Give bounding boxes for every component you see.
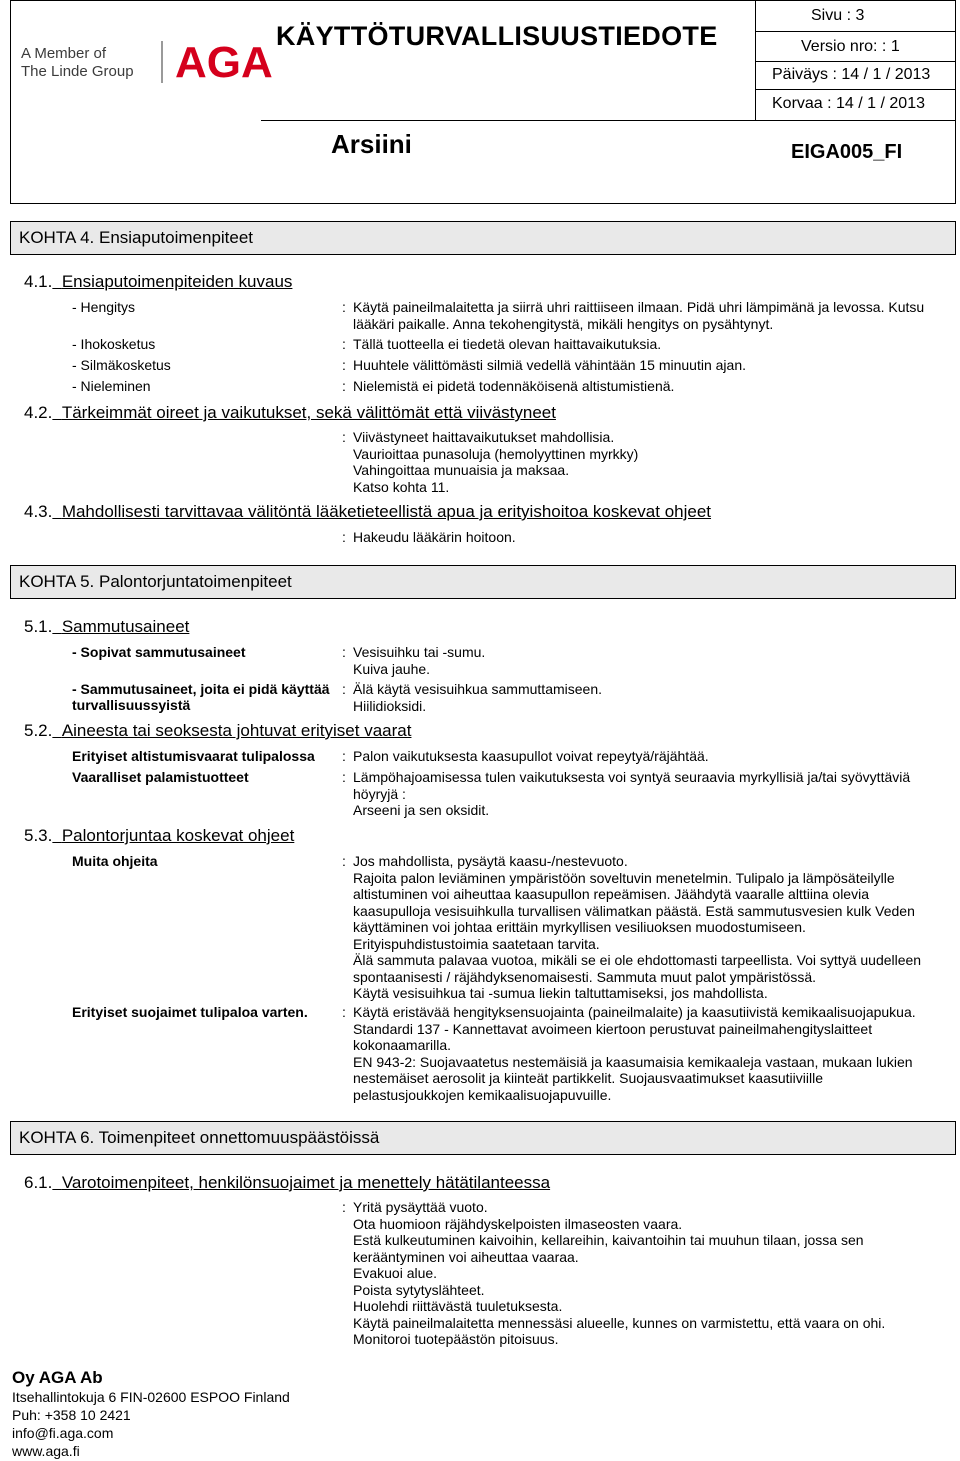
meta-rule-2 — [755, 61, 955, 62]
value-hengitys-text: Käytä paineilmalaitetta ja siirrä uhri raittiiseen ilmaan. Pidä uhri lämpimänä ja levossa. Kutsu lääkäri paikalle. Anna tekohengitystä, mikäli hengitys on pysähtynyt. — [353, 299, 925, 332]
subsection-5-3-text: Palontorjuntaa koskevat ohjeet — [61, 826, 295, 845]
subsection-5-3-num: 5.3. — [24, 826, 53, 845]
subsection-6-1-title — [24, 1173, 550, 1193]
value-medical: : Hakeudu lääkärin hoitoon. — [342, 529, 932, 546]
product-name: Arsiini — [331, 129, 412, 159]
value-symptoms-text: Viivästyneet haittavaikutukset mahdollisia. Vaurioittaa punasoluja (hemolyyttinen myrkky) Vahingoittaa munuaisia ja maksaa. Katso kohta 11. — [353, 429, 639, 495]
section-6-header: KOHTA 6. Toimenpiteet onnettomuuspäästöissä — [10, 1121, 956, 1155]
label-silmakosketus: - Silmäkosketus — [72, 357, 171, 373]
aga-logo-text: AGA — [175, 38, 273, 87]
label-unsuitable-media: - Sammutusaineet, joita ei pidä käyttää turvallisuussyistä — [72, 681, 330, 713]
value-protective-equipment: : Käytä eristävää hengityksensuojainta (paineilmalaite) ja kaasutiivistä kemikaalisuojapukua. Standardi 137 - Kannettavat avoimeen kiertoon perustuvat paineilmahengityslaitteet kokonaamarilla. EN 943-2: Suojavaatetus nestemäisiä ja kaasumaisia kemikaaleja vastaan, mukaan lukien nestemäiset aerosolit ja kiinteät partikkelit. Suojausvaatimukset kaasutiiviille pelastusjoukkojen kemikaalisuojapuvuille. — [342, 1004, 932, 1103]
subsection-4-2-text: Tärkeimmät oireet ja vaikutukset, sekä välittömät että viivästyneet — [61, 403, 556, 422]
value-precautions-text: Yritä pysäyttää vuoto. Ota huomioon räjähdyskelpoisten ilmaseosten vaara. Estä kulkeutuminen kaivoihin, kellareihin, kaivantoihin tai muuhun tilaan, jossa sen kerääntyminen voi aiheuttaa vaaraa. Evakuoi alue. Poista sytytyslähteet. Huolehdi riittävästä tuuletuksesta. Käytä paineilmalaitetta mennessäsi alueelle, kunnes on varmistettu, että vaara on ohi. Monitoroi tuotepäästön pitoisuus. — [353, 1199, 886, 1347]
linde-line-1: A Member of — [21, 45, 107, 62]
value-unsuitable-media: : Älä käytä vesisuihkua sammuttamiseen. Hiilidioksidi. — [342, 681, 932, 714]
footer-phone: Puh: +358 10 2421 — [12, 1407, 131, 1423]
value-unsuitable-media-text: Älä käytä vesisuihkua sammuttamiseen. Hiilidioksidi. — [353, 681, 602, 714]
value-protective-equipment-text: Käytä eristävää hengityksensuojainta (paineilmalaite) ja kaasutiivistä kemikaalisuojapukua. Standardi 137 - Kannettavat avoimeen kiertoon perustuvat paineilmahengityslaitteet kokonaamarilla. EN 943-2: Suojavaatetus nestemäisiä ja kaasumaisia kemikaaleja vastaan, mukaan lukien nestemäiset aerosolit ja kiinteät partikkelit. Suojausvaatimukset kaasutiiviille pelastusjoukkojen kemikaalisuojapuvuille. — [353, 1004, 916, 1103]
linde-group-logo-text — [21, 45, 134, 81]
value-ihokosketus-text: Tällä tuotteella ei tiedetä olevan haittavaikutuksia. — [353, 336, 662, 352]
subsection-4-3-num: 4.3. — [24, 502, 53, 521]
meta-rule-3 — [755, 89, 955, 90]
logo-divider — [161, 41, 163, 83]
issue-date: Päiväys : 14 / 1 / 2013 — [772, 66, 931, 83]
footer — [12, 1368, 290, 1460]
label-protective-equipment: Erityiset suojaimet tulipaloa varten. — [72, 1004, 308, 1020]
subsection-4-1-num: 4.1. — [24, 272, 53, 291]
document-title: KÄYTTÖTURVALLISUUSTIEDOTE — [276, 21, 718, 51]
linde-line-2: The Linde Group — [21, 63, 134, 80]
value-ihokosketus: : Tällä tuotteella ei tiedetä olevan haittavaikutuksia. — [342, 336, 932, 353]
value-other-instructions-text: Jos mahdollista, pysäytä kaasu-/nestevuoto. Rajoita palon leviäminen ympäristöön soveltuvin menetelmin. Tulipalo ja lämpösäteilylle altistuminen voi aiheuttaa kaasupullon repeämisen. Jäähdytä vaaralle alttiina olevia kaasupulloja vesisuihkulla turvallisen välimatkan päästä. Estä sammutusvesien kulk Veden käyttäminen voi johtaa erittäin myrkyllisen vesiliuoksen muodostumiseen. Erityispuhdistustoimia saatetaan tarvita. Älä sammuta palavaa vuotoa, mikäli se ei ole ehdottomasti tarpeellista. Voi syttyä uudelleen spontaanisesti / räjähdyksenomaisesti. Sammuta muut palot ympäristössä. Käytä vesisuihkua tai -sumua liekin taltuttamiseksi, jos mahdollista. — [353, 853, 922, 1001]
value-fire-hazards-text: Palon vaikutuksesta kaasupullot voivat repeytyä/räjähtää. — [353, 748, 709, 764]
subsection-5-2-num: 5.2. — [24, 721, 53, 740]
subsection-5-1-title — [24, 617, 189, 637]
value-suitable-media-text: Vesisuihku tai -sumu. Kuiva jauhe. — [353, 644, 486, 677]
label-hengitys: - Hengitys — [72, 299, 136, 315]
subsection-4-1-title — [24, 272, 292, 292]
subsection-4-3-title — [24, 502, 711, 522]
subsection-5-3-title — [24, 826, 294, 846]
value-nieleminen: : Nielemistä ei pidetä todennäköisenä altistumistienä. — [342, 378, 932, 395]
subsection-4-3-text: Mahdollisesti tarvittavaa välitöntä lääketieteellistä apua ja erityishoitoa koskevat ohjeet — [61, 502, 712, 521]
value-suitable-media: : Vesisuihku tai -sumu. Kuiva jauhe. — [342, 644, 932, 677]
value-fire-hazards: : Palon vaikutuksesta kaasupullot voivat repeytyä/räjähtää. — [342, 748, 932, 765]
section-5-header: KOHTA 5. Palontorjuntatoimenpiteet — [10, 565, 956, 599]
label-fire-hazards: Erityiset altistumisvaarat tulipalossa — [72, 748, 315, 764]
logo-area — [11, 1, 273, 203]
value-hengitys: : Käytä paineilmalaitetta ja siirrä uhri raittiiseen ilmaan. Pidä uhri lämpimänä ja levossa. Kutsu lääkäri paikalle. Anna tekohengitystä, mikäli hengitys on pysähtynyt. — [342, 299, 932, 332]
footer-address: Itsehallintokuja 6 FIN-02600 ESPOO Finland — [12, 1389, 290, 1405]
subsection-4-2-num: 4.2. — [24, 403, 53, 422]
subsection-5-1-num: 5.1. — [24, 617, 53, 636]
label-suitable-media: - Sopivat sammutusaineet — [72, 644, 246, 660]
value-silmakosketus-text: Huuhtele välittömästi silmiä vedellä vähintään 15 minuutin ajan. — [353, 357, 746, 373]
value-nieleminen-text: Nielemistä ei pidetä todennäköisenä altistumistienä. — [353, 378, 675, 394]
aga-logo — [175, 35, 273, 87]
version-number: Versio nro: : 1 — [801, 38, 900, 55]
subsection-5-2-text: Aineesta tai seoksesta johtuvat erityiset vaarat — [61, 721, 412, 740]
subsection-4-1-text: Ensiaputoimenpiteiden kuvaus — [61, 272, 293, 291]
subsection-4-2-title — [24, 403, 556, 423]
document-code: EIGA005_FI — [791, 141, 903, 163]
value-other-instructions: : Jos mahdollista, pysäytä kaasu-/nestevuoto. Rajoita palon leviäminen ympäristöön soveltuvin menetelmin. Tulipalo ja lämpösäteilylle altistuminen voi aiheuttaa kaasupullon repeämisen. Jäähdytä vaaralle alttiina olevia kaasupulloja vesisuihkulla turvallisen välimatkan päästä. Estä sammutusvesien kulk Veden käyttäminen voi johtaa erittäin myrkyllisen vesiliuoksen muodostumiseen. Erityispuhdistustoimia saatetaan tarvita. Älä sammuta palavaa vuotoa, mikäli se ei ole ehdottomasti tarpeellista. Voi syttyä uudelleen spontaanisesti / räjähdyksenomaisesti. Sammuta muut palot ympäristössä. Käytä vesisuihkua tai -sumua liekin taltuttamiseksi, jos mahdollista. — [342, 853, 932, 1002]
section-4-header: KOHTA 4. Ensiaputoimenpiteet — [10, 221, 956, 255]
meta-rule-1 — [755, 31, 955, 32]
value-precautions: : Yritä pysäyttää vuoto. Ota huomioon räjähdyskelpoisten ilmaseosten vaara. Estä kulkeutuminen kaivoihin, kellareihin, kaivantoihin tai muuhun tilaan, jossa sen kerääntyminen voi aiheuttaa vaaraa. Evakuoi alue. Poista sytytyslähteet. Huolehdi riittävästä tuuletuksesta. Käytä paineilmalaitetta mennessäsi alueelle, kunnes on varmistettu, että vaara on ohi. Monitoroi tuotepäästön pitoisuus. — [342, 1199, 932, 1348]
label-other-instructions: Muita ohjeita — [72, 853, 158, 869]
footer-company: Oy AGA Ab — [12, 1368, 103, 1387]
replaces-date: Korvaa : 14 / 1 / 2013 — [772, 95, 925, 112]
subsection-5-1-text: Sammutusaineet — [61, 617, 190, 636]
subsection-5-2-title — [24, 721, 411, 741]
value-silmakosketus: : Huuhtele välittömästi silmiä vedellä vähintään 15 minuutin ajan. — [342, 357, 932, 374]
value-combustion-products: : Lämpöhajoamisessa tulen vaikutuksesta voi syntyä seuraavia myrkyllisiä ja/tai syövyttäviä höyryjä : Arseeni ja sen oksidit. — [342, 769, 932, 819]
footer-website[interactable]: www.aga.fi — [12, 1443, 80, 1459]
footer-email[interactable]: info@fi.aga.com — [12, 1425, 114, 1441]
value-medical-text: Hakeudu lääkärin hoitoon. — [353, 529, 516, 545]
label-combustion-products: Vaaralliset palamistuotteet — [72, 769, 249, 785]
label-ihokosketus: - Ihokosketus — [72, 336, 156, 352]
document-header — [10, 0, 956, 204]
page-number: Sivu : 3 — [811, 7, 865, 24]
value-combustion-products-text: Lämpöhajoamisessa tulen vaikutuksesta voi syntyä seuraavia myrkyllisiä ja/tai syövyttäviä höyryjä : Arseeni ja sen oksidit. — [353, 769, 911, 818]
subsection-6-1-text: Varotoimenpiteet, henkilönsuojaimet ja menettely hätätilanteessa — [61, 1173, 551, 1192]
meta-rule-4 — [261, 120, 955, 121]
label-nieleminen: - Nieleminen — [72, 378, 151, 394]
value-symptoms: : Viivästyneet haittavaikutukset mahdollisia. Vaurioittaa punasoluja (hemolyyttinen myrkky) Vahingoittaa munuaisia ja maksaa. Katso kohta 11. — [342, 429, 932, 495]
subsection-6-1-num: 6.1. — [24, 1173, 53, 1192]
